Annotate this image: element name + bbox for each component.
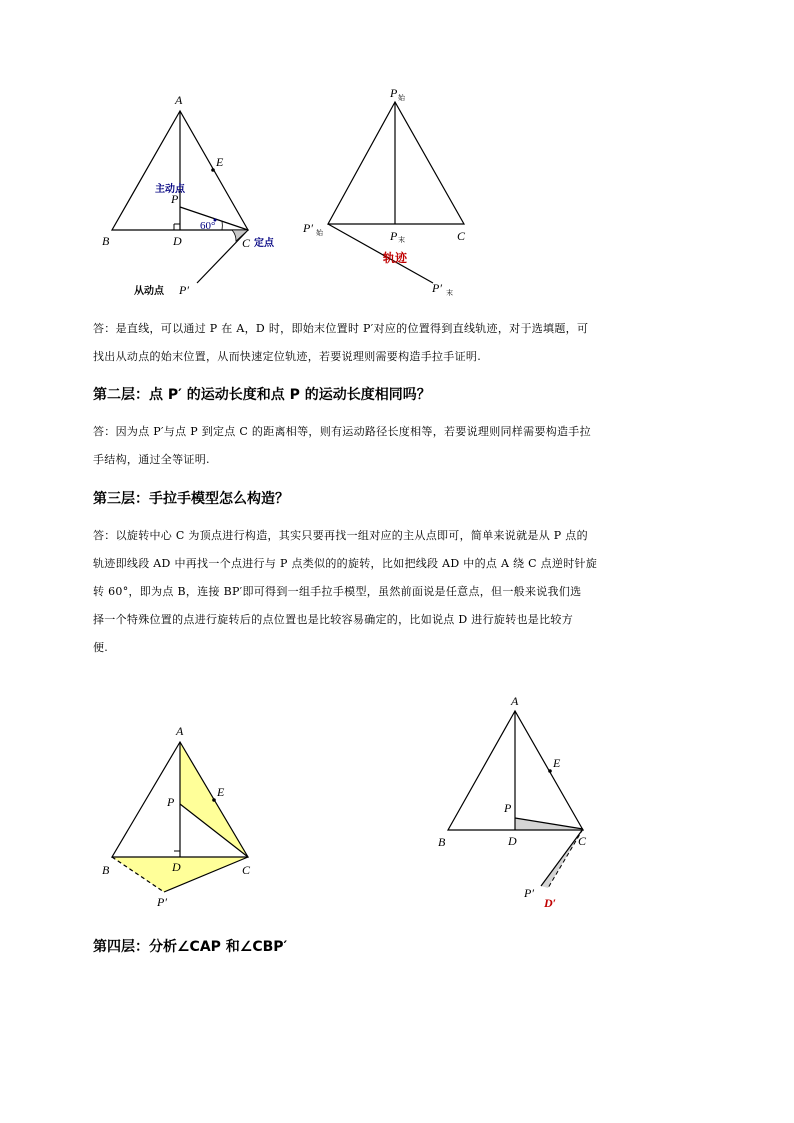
label-p-start-sub: 始 — [398, 94, 405, 102]
angle-60-label: 60° — [200, 220, 216, 232]
answer-2 — [93, 418, 699, 474]
figure-3-hand-in-hand-model — [102, 724, 251, 909]
label-p-end: P — [390, 229, 398, 243]
label-p-3: P — [167, 795, 175, 809]
trajectory-line — [328, 224, 433, 283]
label-e-4: E — [553, 756, 561, 770]
answer-1-line-1: 答：是直线，可以通过 P 在 A，D 时，即始末位置时 P′对应的位置得到直线轨迹，对于选填题，可 — [93, 322, 589, 335]
trajectory-label: 轨迹 — [383, 251, 408, 265]
figure-1-rotation-diagram — [102, 93, 275, 297]
label-b: B — [102, 234, 110, 248]
label-p-4: P — [504, 801, 512, 815]
label-b-3: B — [102, 863, 110, 877]
label-c-3: C — [242, 863, 251, 877]
label-p-prime-3: P′ — [157, 895, 167, 909]
answer-1 — [93, 315, 699, 371]
answer-1-line-2: 找出从动点的始末位置，从而快速定位轨迹，若要说理则需要构造手拉手证明. — [93, 350, 481, 363]
heading-layer-3: 第三层：手拉手模型怎么构造？ — [93, 491, 289, 507]
answer-3-line-4: 择一个特殊位置的点进行旋转后的点位置也是比较容易确定的，比如说点 D 进行旋转也是比较方 — [93, 613, 574, 626]
fixed-point-label: 定点 — [254, 238, 274, 249]
master-point-label: 主动点 — [155, 184, 185, 195]
label-pp-end: P′ — [432, 281, 442, 295]
label-c-4: C — [578, 834, 587, 848]
label-e: E — [216, 155, 224, 169]
answer-3-line-2: 轨迹即线段 AD 中再找一个点进行与 P 点类似的的旋转，比如把线段 AD 中的点 A 绕 C 点逆时针旋 — [93, 557, 598, 570]
label-p-end-sub: 末 — [398, 236, 405, 244]
triangle-trajectory — [328, 102, 464, 224]
label-e-3: E — [217, 785, 225, 799]
point-e-4 — [548, 769, 552, 773]
label-c: C — [242, 236, 251, 250]
label-pp-start-sub: 始 — [316, 229, 323, 237]
heading-layer-2: 第二层：点 P′ 的运动长度和点 P 的运动长度相同吗？ — [93, 387, 431, 403]
label-d-3: D — [172, 860, 181, 874]
label-p-start: P — [390, 86, 398, 100]
label-a: A — [175, 93, 183, 107]
label-a-3: A — [176, 724, 184, 738]
figure-2-trajectory-diagram — [302, 86, 466, 297]
answer-3-line-1: 答：以旋转中心 C 为顶点进行构造，其实只要再找一组对应的主从点即可，简单来说就是从 P 点的 — [93, 529, 588, 542]
label-p: P — [171, 192, 179, 206]
segment-cp-prime — [197, 230, 248, 283]
label-pp-start: P′ — [303, 221, 313, 235]
answer-2-line-1: 答：因为点 P′与点 P 到定点 C 的距离相等，则有运动路径长度相等，若要说理则同样需要构造手拉 — [93, 425, 591, 438]
label-p-prime: P′ — [179, 283, 189, 297]
heading-layer-4: 第四层：分析∠CAP 和∠CBP′ — [93, 939, 288, 955]
label-pp-end-sub: 末 — [446, 289, 453, 297]
label-a-4: A — [511, 694, 519, 708]
answer-2-line-2: 手结构，通过全等证明. — [93, 453, 210, 466]
point-e — [211, 168, 215, 172]
point-e-3 — [212, 798, 216, 802]
segment-cp-prime-4 — [541, 829, 583, 886]
label-d: D — [173, 234, 182, 248]
label-c-2: C — [457, 229, 466, 243]
answer-3-line-5: 便. — [93, 641, 109, 654]
answer-3 — [93, 522, 699, 662]
label-d-4: D — [508, 834, 517, 848]
label-p-prime-4: P′ — [524, 886, 534, 900]
label-b-4: B — [438, 835, 446, 849]
answer-3-line-3: 转 60°，即为点 B，连接 BP′即可得到一组手拉手模型，虽然前面说是任意点，但一般来说我们选 — [93, 585, 582, 598]
figure-4-rotation-of-d — [438, 694, 587, 910]
follower-point-label: 从动点 — [134, 286, 164, 297]
label-d-prime-4: D′ — [544, 896, 557, 910]
